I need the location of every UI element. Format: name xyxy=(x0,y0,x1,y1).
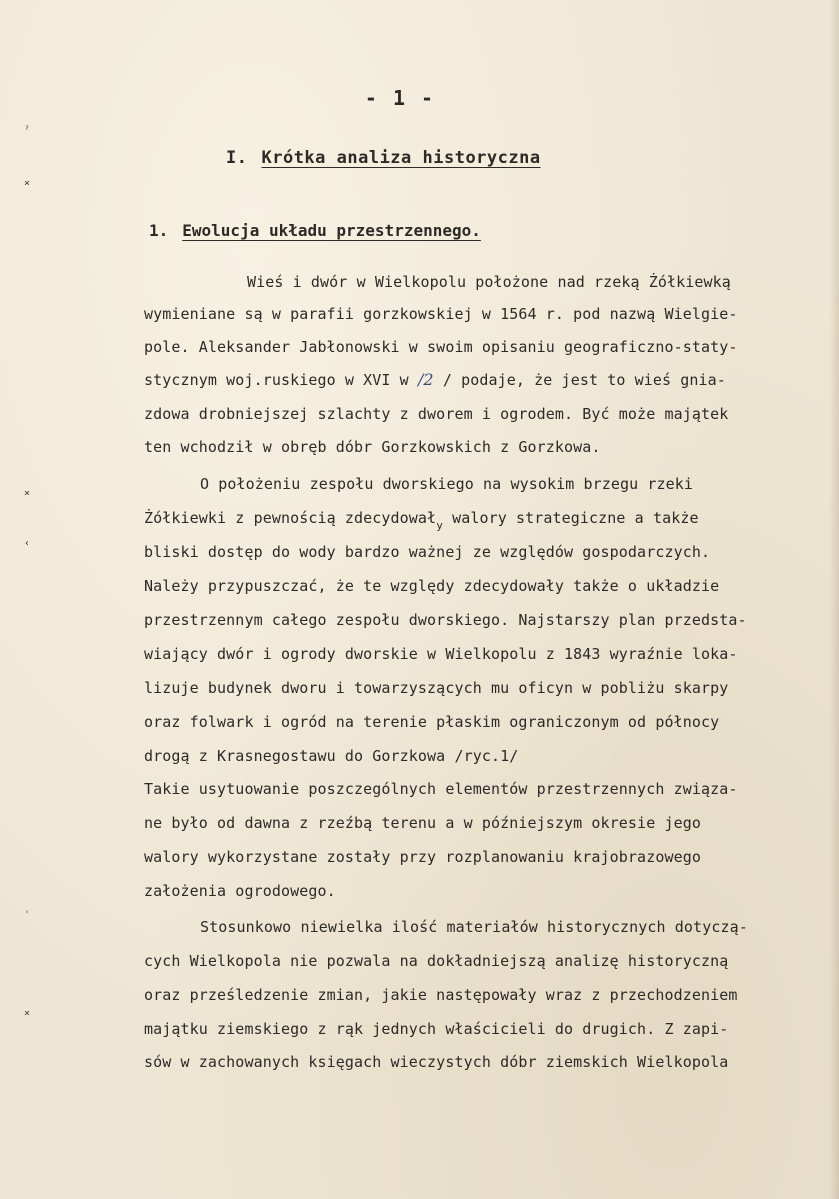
text-fragment: Żółkiewki z pewnością zdecydował xyxy=(144,509,437,527)
text-line xyxy=(144,509,699,532)
text-line: założenia ogrodowego. xyxy=(144,882,336,900)
text-line: wymieniane są w parafii gorzkowskiej w 1564 r. pod nazwą Wielgie- xyxy=(144,305,738,323)
text-line xyxy=(144,371,726,389)
text-line: bliski dostęp do wody bardzo ważnej ze względów gospodarczych. xyxy=(144,543,711,561)
text-line: oraz folwark i ogród na terenie płaskim ograniczonym od północy xyxy=(144,713,720,731)
margin-mark: ˈ xyxy=(24,910,31,921)
text-line: pole. Aleksander Jabłonowski w swoim opisaniu geograficzno-staty- xyxy=(144,338,738,356)
margin-mark: ‹ xyxy=(24,538,31,549)
page-edge-shadow xyxy=(829,0,839,1199)
text-fragment: stycznym woj.ruskiego w XVI w xyxy=(144,371,409,389)
text-line: drogą z Krasnegostawu do Gorzkowa /ryc.1/ xyxy=(144,747,519,765)
text-line: ten wchodził w obręb dóbr Gorzkowskich z Gorzkowa. xyxy=(144,438,601,456)
text-line: sów w zachowanych księgach wieczystych dóbr ziemskich Wielkopola xyxy=(144,1053,729,1071)
text-line: przestrzennym całego zespołu dworskiego. Najstarszy plan przedsta- xyxy=(144,611,747,629)
text-fragment: / podaje, że jest to wieś gnia- xyxy=(442,371,726,389)
chapter-heading xyxy=(226,148,646,168)
text-line: Wieś i dwór w Wielkopolu położone nad rzeką Żółkiewką xyxy=(247,273,731,291)
text-line: walory wykorzystane zostały przy rozplanowaniu krajobrazowego xyxy=(144,848,701,866)
text-line: majątku ziemskiego z rąk jednych właścicieli do drugich. Z zapi- xyxy=(144,1020,729,1038)
text-line: lizuje budynek dworu i towarzyszących mu oficyn w pobliżu skarpy xyxy=(144,679,729,697)
chapter-title: Krótka analiza historyczna xyxy=(261,148,541,168)
margin-mark: ˀ xyxy=(24,126,31,137)
text-line: ne było od dawna z rzeźbą terenu a w późniejszym okresie jego xyxy=(144,814,701,832)
margin-mark: × xyxy=(24,178,31,189)
text-line: zdowa drobniejszej szlachty z dworem i ogrodem. Być może majątek xyxy=(144,405,729,423)
text-line: oraz prześledzenie zmian, jakie następowały wraz z przechodzeniem xyxy=(144,986,738,1004)
section-title: Ewolucja układu przestrzennego. xyxy=(182,221,481,240)
text-line: O położeniu zespołu dworskiego na wysokim brzegu rzeki xyxy=(200,475,694,493)
margin-mark: × xyxy=(24,488,31,499)
section-number: 1. xyxy=(149,221,169,240)
text-line: wiający dwór i ogrody dworskie w Wielkopolu z 1843 wyraźnie loka- xyxy=(144,645,738,663)
text-line: Takie usytuowanie poszczególnych elementów przestrzennych związa- xyxy=(144,780,738,798)
text-line: Należy przypuszczać, że te względy zdecydowały także o układzie xyxy=(144,577,720,595)
text-line: Stosunkowo niewielka ilość materiałów historycznych dotyczą- xyxy=(200,918,748,936)
margin-mark: × xyxy=(24,1008,31,1019)
text-fragment: walory strategiczne a także xyxy=(452,509,699,527)
page-number: - 1 - xyxy=(364,86,436,110)
text-line: cych Wielkopola nie pozwala na dokładniejszą analizę historyczną xyxy=(144,952,729,970)
section-heading xyxy=(149,221,569,240)
chapter-number: I. xyxy=(226,148,248,168)
handwritten-footnote-ref: /2 xyxy=(417,370,434,389)
typed-correction: y xyxy=(436,519,443,532)
